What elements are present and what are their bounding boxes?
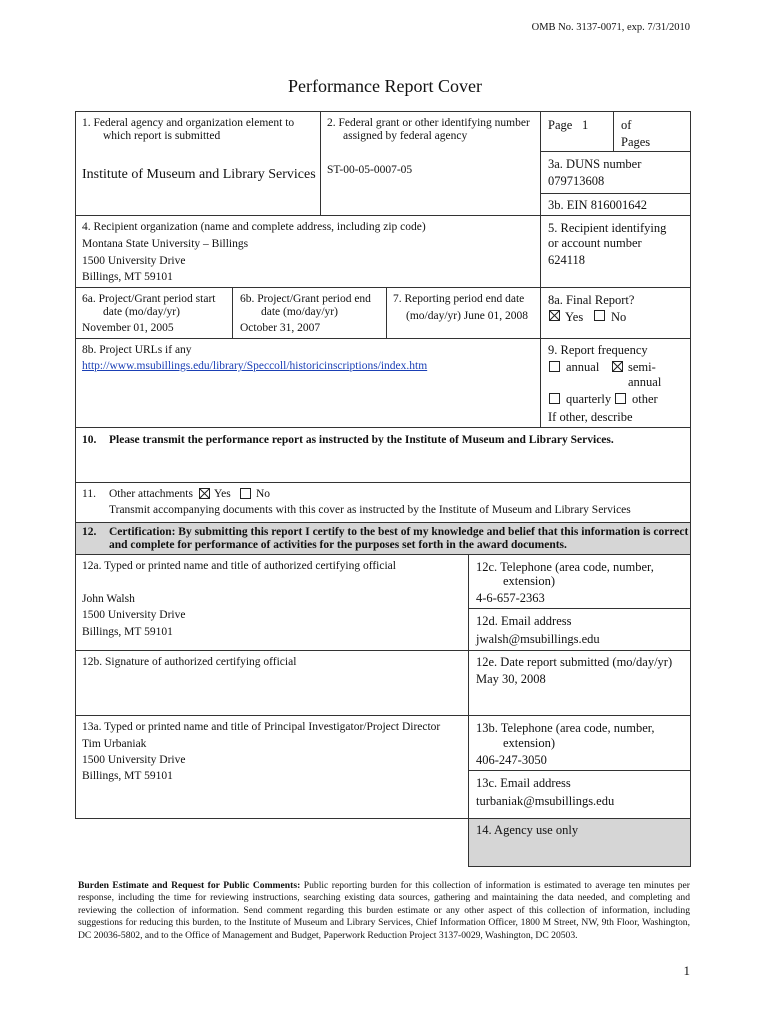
item12c-value: 4-6-657-2363 bbox=[476, 591, 545, 605]
check-x-icon bbox=[613, 362, 622, 371]
divider bbox=[75, 715, 690, 716]
divider bbox=[75, 522, 690, 523]
burden-heading: Burden Estimate and Request for Public Comments: bbox=[78, 880, 301, 891]
divider bbox=[75, 215, 690, 216]
item12a-name: John Walsh bbox=[82, 593, 135, 605]
item13b-label: 13b. Telephone (area code, number, bbox=[476, 721, 655, 735]
item12a-line: Billings, MT 59101 bbox=[82, 626, 173, 638]
pages-label: Pages bbox=[621, 135, 651, 149]
divider bbox=[75, 650, 690, 651]
item4-line: 1500 University Drive bbox=[82, 255, 186, 267]
item13a-line: 1500 University Drive bbox=[82, 754, 186, 766]
item2-value: ST-00-05-0007-05 bbox=[327, 164, 413, 176]
item12a-label: 12a. Typed or printed name and title of authorized certifying official bbox=[82, 560, 396, 572]
of-label: of bbox=[621, 118, 632, 132]
page-value: 1 bbox=[582, 118, 589, 132]
item6a-label: date (mo/day/yr) bbox=[103, 306, 180, 318]
item12d-value: jwalsh@msubillings.edu bbox=[476, 632, 600, 646]
item13c-value: turbaniak@msubillings.edu bbox=[476, 794, 615, 808]
divider bbox=[320, 111, 321, 215]
item1-label: 1. Federal agency and organization element to bbox=[82, 117, 295, 129]
item12e-label: 12e. Date report submitted (mo/day/yr) bbox=[476, 655, 673, 669]
item7-label: (mo/day/yr) June 01, 2008 bbox=[406, 310, 529, 322]
item12b-label: 12b. Signature of authorized certifying official bbox=[82, 656, 297, 668]
item12c-label: extension) bbox=[503, 574, 556, 588]
item1-value: Institute of Museum and Library Services bbox=[82, 167, 316, 182]
quarterly-checkbox[interactable] bbox=[549, 393, 560, 404]
item12d-label: 12d. Email address bbox=[476, 614, 572, 628]
divider bbox=[75, 287, 690, 288]
divider bbox=[468, 608, 690, 609]
attachments-no-checkbox[interactable] bbox=[240, 488, 251, 499]
item13b-value: 406-247-3050 bbox=[476, 753, 547, 767]
item4-line: Montana State University – Billings bbox=[82, 238, 249, 250]
check-x-icon bbox=[200, 489, 209, 498]
divider bbox=[540, 151, 690, 152]
final-report-yes-checkbox[interactable] bbox=[549, 310, 560, 321]
item12e-value: May 30, 2008 bbox=[476, 672, 546, 686]
item12-number: 12. bbox=[82, 526, 97, 538]
divider bbox=[75, 427, 690, 428]
item8a-label: 8a. Final Report? bbox=[548, 293, 635, 307]
duns-value: 079713608 bbox=[548, 174, 605, 188]
divider bbox=[613, 111, 614, 151]
item13a-label: 13a. Typed or printed name and title of Principal Investigator/Project Director bbox=[82, 721, 441, 733]
check-x-icon bbox=[550, 311, 559, 320]
omb-notice: OMB No. 3137-0071, exp. 7/31/2010 bbox=[531, 22, 690, 33]
item13c-label: 13c. Email address bbox=[476, 776, 571, 790]
item2-label: assigned by federal agency bbox=[343, 130, 468, 142]
annual-label: annual bbox=[566, 360, 600, 374]
attachments-yes-label: Yes bbox=[214, 488, 231, 500]
final-report-yes-label: Yes bbox=[565, 310, 584, 324]
page-label: Page bbox=[548, 118, 573, 132]
item6b-label: date (mo/day/yr) bbox=[261, 306, 338, 318]
divider bbox=[468, 866, 690, 867]
item10-number: 10. bbox=[82, 434, 97, 446]
item8b-label: 8b. Project URLs if any bbox=[82, 344, 192, 356]
attachments-no-label: No bbox=[256, 488, 271, 500]
item12a-line: 1500 University Drive bbox=[82, 609, 186, 621]
item11-label: Other attachments bbox=[109, 488, 193, 500]
item6a-value: November 01, 2005 bbox=[82, 322, 174, 334]
item5-value: 624118 bbox=[548, 253, 586, 267]
divider bbox=[75, 554, 690, 555]
item5-label: or account number bbox=[548, 236, 642, 250]
other-label: other bbox=[632, 392, 658, 406]
attachments-yes-checkbox[interactable] bbox=[199, 488, 210, 499]
item4-line: Billings, MT 59101 bbox=[82, 271, 173, 283]
form-title: Performance Report Cover bbox=[288, 76, 482, 96]
quarterly-label: quarterly bbox=[566, 392, 612, 406]
item13a-name: Tim Urbaniak bbox=[82, 738, 147, 750]
final-report-no-checkbox[interactable] bbox=[594, 310, 605, 321]
project-url-link[interactable]: http://www.msubillings.edu/library/Speccoll/historicinscriptions/index.htm bbox=[82, 360, 428, 372]
frame-top bbox=[75, 111, 690, 112]
item13b-label: extension) bbox=[503, 736, 556, 750]
divider bbox=[75, 482, 690, 483]
item11-note: Transmit accompanying documents with this cover as instructed by the Institute of Museum and Library Services bbox=[109, 504, 631, 516]
if-other-label: If other, describe bbox=[548, 410, 633, 424]
item2-label: 2. Federal grant or other identifying number bbox=[327, 117, 530, 129]
item1-label: which report is submitted bbox=[103, 130, 221, 142]
divider bbox=[540, 193, 690, 194]
item6b-value: October 31, 2007 bbox=[240, 322, 321, 334]
certification-text: Certification: By submitting this report I certify to the best of my knowledge and belief that this information is correct bbox=[109, 526, 689, 538]
item14-label: 14. Agency use only bbox=[476, 823, 579, 837]
burden-text: Public reporting burden for this collection of information is estimated to average ten minutes per response, including the time for reviewing instructions, searching existing data sources, gathering and maintaining the data needed, and completing and reviewing the collection of information. Send comment regarding this burden estimate or any other aspect of this collection of information, including suggestions for reducing this burden, to the Institute of Museum and Library Services, Chief Information Officer, 1800 M Street, NW, 9th Floor, Washington, DC 20036-5802, and to the Office of Management and Budget, Paperwork Reduction Project 3137-0029, Washington, DC 20503. bbox=[78, 880, 691, 941]
divider bbox=[232, 287, 233, 338]
certification-text: and complete for performance of activities for the purposes set forth in the award documents. bbox=[109, 539, 567, 551]
item7-label: 7. Reporting period end date bbox=[393, 293, 525, 305]
duns-label: 3a. DUNS number bbox=[548, 157, 642, 171]
frame-left bbox=[75, 111, 76, 818]
annual-checkbox[interactable] bbox=[549, 361, 560, 372]
divider bbox=[468, 554, 469, 867]
semiannual-label: annual bbox=[628, 375, 662, 389]
divider bbox=[468, 770, 690, 771]
ein-label: 3b. EIN 816001642 bbox=[548, 198, 647, 212]
item11-number: 11. bbox=[82, 488, 96, 500]
item6b-label: 6b. Project/Grant period end bbox=[240, 293, 371, 305]
burden-statement bbox=[78, 880, 690, 942]
page-number: 1 bbox=[683, 963, 690, 978]
item4-label: 4. Recipient organization (name and complete address, including zip code) bbox=[82, 221, 426, 233]
frame-right bbox=[690, 111, 691, 867]
item5-label: 5. Recipient identifying bbox=[548, 221, 667, 235]
final-report-no-label: No bbox=[611, 310, 627, 324]
divider bbox=[386, 287, 387, 338]
semiannual-checkbox[interactable] bbox=[612, 361, 623, 372]
other-checkbox[interactable] bbox=[615, 393, 626, 404]
semiannual-label: semi- bbox=[628, 360, 656, 374]
item6a-label: 6a. Project/Grant period start bbox=[82, 293, 216, 305]
item10-text: Please transmit the performance report as instructed by the Institute of Museum and Library Services. bbox=[109, 434, 614, 446]
item12c-label: 12c. Telephone (area code, number, bbox=[476, 560, 654, 574]
divider bbox=[75, 338, 690, 339]
divider bbox=[540, 111, 541, 427]
item13a-line: Billings, MT 59101 bbox=[82, 770, 173, 782]
item9-label: 9. Report frequency bbox=[548, 343, 648, 357]
divider bbox=[75, 818, 690, 819]
